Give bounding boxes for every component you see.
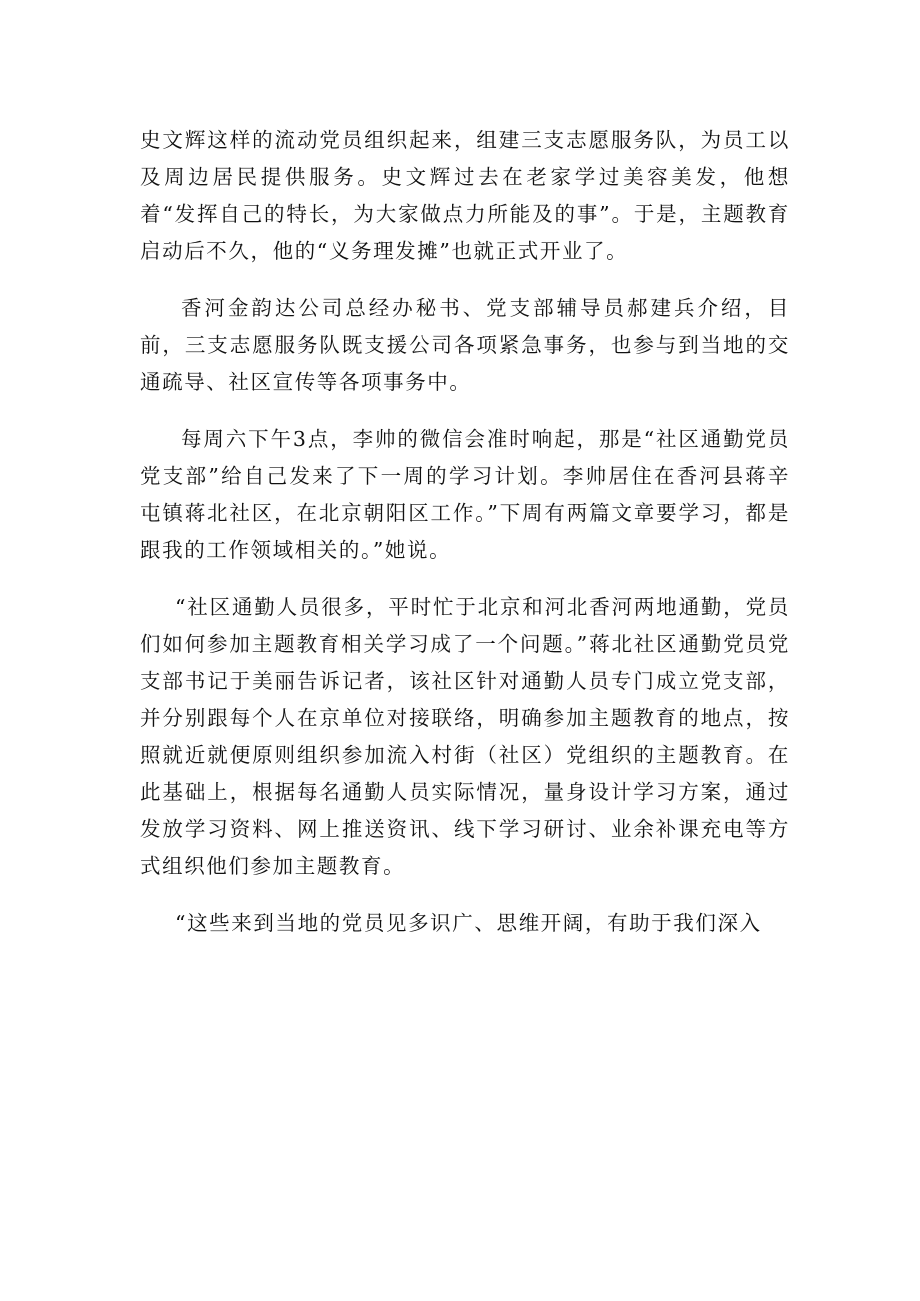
paragraph-4: “社区通勤人员很多，平时忙于北京和河北香河两地通勤，党员们如何参加主题教育相关学习成了一个问题。”蒋北社区通勤党员党支部书记于美丽告诉记者，该社区针对通勤人员专门成立党支部，并分别跟每个人在京单位对接联络，明确参加主题教育的地点，按照就近就便原则组织参加流入村街（社区）党组织的主题教育。在此基础上，根据每名通勤人员实际情况，量身设计学习方案，通过发放学习资料、网上推送资讯、线下学习研讨、业余补课充电等方式组织他们参加主题教育。 xyxy=(140,595,790,878)
paragraph-3: 每周六下午3点，李帅的微信会准时响起，那是“社区通勤党员党支部”给自己发来了下一周的学习计划。李帅居住在香河县蒋辛屯镇蒋北社区，在北京朝阳区工作。”下周有两篇文章要学习，都是跟我的工作领域相关的。”她说。 xyxy=(140,427,790,562)
paragraph-5: “这些来到当地的党员见多识广、思维开阔，有助于我们深入 xyxy=(175,911,762,935)
paragraph-1: 史文辉这样的流动党员组织起来，组建三支志愿服务队，为员工以及周边居民提供服务。史文辉过去在老家学过美容美发，他想着“发挥自己的特长，为大家做点力所能及的事”。于是，主题教育启动后不久，他的“义务理发摊”也就正式开业了。 xyxy=(140,128,790,263)
article-body xyxy=(140,122,790,962)
paragraph-2: 香河金韵达公司总经办秘书、党支部辅导员郝建兵介绍，目前，三支志愿服务队既支援公司各项紧急事务，也参与到当地的交通疏导、社区宣传等各项事务中。 xyxy=(140,296,790,394)
